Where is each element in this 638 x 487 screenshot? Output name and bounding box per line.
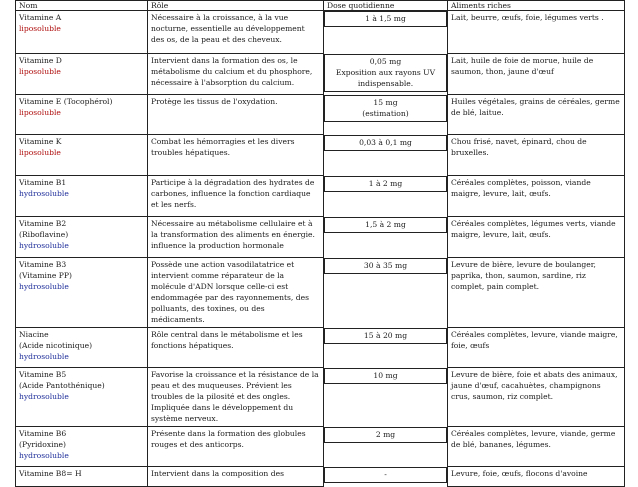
vitamin-name: Niacine (Acide nicotinique) — [19, 330, 93, 350]
table-row — [16, 328, 625, 368]
role-cell: Combat les hémorragies et les divers troubles hépatiques. — [148, 135, 324, 176]
foods-cell: Chou frisé, navet, épinard, chou de bruxelles. — [448, 135, 625, 176]
foods-cell: Céréales complètes, levure, viande, germe de blé, bananes, légumes. — [448, 427, 625, 467]
role-cell: Nécessaire à la croissance, à la vue nocturne, essentielle au développement des os, de la peau et des cheveux. — [148, 11, 324, 54]
foods-cell: Levure de bière, levure de boulanger, paprika, thon, saumon, sardine, riz complet, pain complet. — [448, 258, 625, 328]
name-cell — [16, 368, 148, 427]
vitamin-name: Vitamine B6 (Pyridoxine) — [19, 429, 67, 449]
name-cell — [16, 217, 148, 258]
dose-cell: 1 à 2 mg — [324, 176, 447, 192]
solubility-label: liposoluble — [19, 108, 61, 117]
role-cell: Favorise la croissance et la résistance de la peau et des muqueuses. Prévient les troubles de la pilosité et des ongles. Impliquée dans le développement du système nerveux. — [148, 368, 324, 427]
role-cell: Participe à la dégradation des hydrates de carbones, influence la fonction cardiaque et les nerfs. — [148, 176, 324, 217]
role-cell: Nécessaire au métabolisme cellulaire et à la transformation des aliments en énergie. influence la production hormonale — [148, 217, 324, 258]
table-row — [16, 135, 625, 176]
role-cell: Protège les tissus de l'oxydation. — [148, 95, 324, 135]
dose-cell: 15 mg (estimation) — [324, 95, 447, 122]
solubility-label: hydrosoluble — [19, 241, 69, 250]
role-cell: Rôle central dans le métabolisme et les fonctions hépatiques. — [148, 328, 324, 368]
solubility-label: hydrosoluble — [19, 352, 69, 361]
dose-cell: 10 mg — [324, 368, 447, 384]
dose-cell: 2 mg — [324, 427, 447, 443]
vitamin-name: Vitamine D — [19, 56, 62, 65]
role-cell: Possède une action vasodilatatrice et intervient comme réparateur de la molécule d'ADN lorsque celle-ci est endommagée par des rayonnements, des polluants, des toxines, ou des médicaments. — [148, 258, 324, 328]
table-row — [16, 258, 625, 328]
vitamin-name: Vitamine K — [19, 137, 62, 146]
solubility-label: hydrosoluble — [19, 392, 69, 401]
vitamin-name: Vitamine B8= H — [19, 469, 82, 478]
table-header-row — [16, 1, 625, 11]
solubility-label: hydrosoluble — [19, 451, 69, 460]
name-cell — [16, 95, 148, 135]
vitamin-name: Vitamine B5 (Acide Pantothénique) — [19, 370, 105, 390]
table-row — [16, 54, 625, 95]
table-row — [16, 95, 625, 135]
solubility-label: hydrosoluble — [19, 189, 69, 198]
solubility-label: liposoluble — [19, 148, 61, 157]
dose-cell: 1 à 1,5 mg — [324, 11, 447, 27]
name-cell — [16, 467, 148, 487]
vitamin-name: Vitamine B2 (Riboflavine) — [19, 219, 69, 239]
role-cell: Présente dans la formation des globules rouges et des anticorps. — [148, 427, 324, 467]
solubility-label: liposoluble — [19, 67, 61, 76]
foods-cell: Levure de bière, foie et abats des animaux, jaune d'œuf, cacahuètes, champignons crus, saumon, riz complet. — [448, 368, 625, 427]
role-cell: Intervient dans la composition des — [148, 467, 324, 487]
foods-cell: Céréales complètes, légumes verts, viande maigre, levure, lait, œufs. — [448, 217, 625, 258]
vitamin-name: Vitamine A — [19, 13, 62, 22]
header-role: Rôle — [148, 1, 324, 11]
name-cell — [16, 328, 148, 368]
dose-cell: 15 à 20 mg — [324, 328, 447, 344]
dose-cell: 1,5 à 2 mg — [324, 217, 447, 233]
name-cell — [16, 258, 148, 328]
dose-cell: 0,03 à 0,1 mg — [324, 135, 447, 151]
foods-cell: Lait, beurre, œufs, foie, légumes verts . — [448, 11, 625, 54]
name-cell — [16, 54, 148, 95]
foods-cell: Céréales complètes, poisson, viande maigre, levure, lait, œufs. — [448, 176, 625, 217]
header-dose: Dose quotidienne — [324, 1, 448, 11]
solubility-label: liposoluble — [19, 24, 61, 33]
dose-cell: - — [324, 467, 447, 483]
foods-cell: Levure, foie, œufs, flocons d'avoine — [448, 467, 625, 487]
foods-cell: Huiles végétales, grains de céréales, germe de blé, laitue. — [448, 95, 625, 135]
table-row — [16, 11, 625, 54]
name-cell — [16, 176, 148, 217]
table-row — [16, 427, 625, 467]
role-cell: Intervient dans la formation des os, le métabolisme du calcium et du phosphore, nécessaire à l'absorption du calcium. — [148, 54, 324, 95]
vitamin-table — [15, 0, 625, 487]
table-row — [16, 217, 625, 258]
vitamin-name: Vitamine B3 (Vitamine PP) — [19, 260, 72, 280]
solubility-label: hydrosoluble — [19, 282, 69, 291]
foods-cell: Céréales complètes, levure, viande maigre, foie, œufs — [448, 328, 625, 368]
header-nom: Nom — [16, 1, 148, 11]
name-cell — [16, 135, 148, 176]
vitamin-name: Vitamine B1 — [19, 178, 67, 187]
dose-cell: 0,05 mg Exposition aux rayons UV indispensable. — [324, 54, 447, 92]
table-row — [16, 368, 625, 427]
name-cell — [16, 11, 148, 54]
name-cell — [16, 427, 148, 467]
dose-cell: 30 à 35 mg — [324, 258, 447, 274]
table-row — [16, 176, 625, 217]
table-row — [16, 467, 625, 487]
header-aliments: Aliments riches — [448, 1, 625, 11]
foods-cell: Lait, huile de foie de morue, huile de saumon, thon, jaune d'œuf — [448, 54, 625, 95]
vitamin-name: Vitamine E (Tocophérol) — [19, 97, 113, 106]
